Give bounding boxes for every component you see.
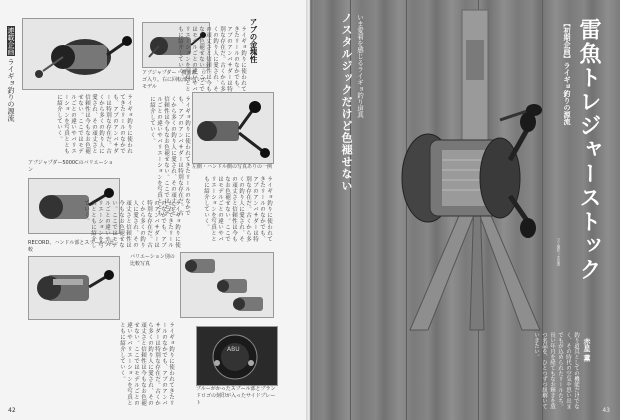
body-text-top-right: ライギョ釣りに使われてきたリールのなかでも、アブのアンバサダーは特別な存在だ。古くから多くの釣り人に愛され、その頑丈さと信頼性は今もなお色褪せない。ここではモデルごとの違いやバリエーションを写真とともに紹介していく。 (177, 26, 246, 92)
photo-reel-left-lower (28, 256, 120, 320)
photo-reel-sideplate (196, 326, 278, 386)
spine-gutter (306, 0, 314, 420)
author-name: 赤星 薫 (583, 338, 591, 362)
caption-mid-right: 左側・ハンドル側の写真ありの一例 (192, 164, 273, 170)
lead-text: 釣り道具としての機能だけでなく、その時代の空気や思い出までもが込められたリールたち。長い年月を経てもなお輝きを放つ名品を、ひとつずつ紐解いていきたい。 (533, 332, 579, 409)
body-text-upper-left: ライギョ釣りに使われてきたリールのなかでも、アブのアンバサダーは特別な存在だ。古くから多くの釣り人に愛され、その頑丈さと信頼性は今もなお色褪せない。ここではモデルごとの違いやバリエーションを写真とともに紹介していく。 (56, 94, 132, 154)
series-title: ライギョ釣りの源流 (7, 58, 15, 122)
catch-copy-main: ノスタルジックだけど色褪せない (340, 12, 353, 192)
series-tag-label: 連載企画 (7, 27, 15, 55)
page-number-left: 42 (8, 407, 16, 414)
body-text-bottom-left: ライギョ釣りに使われてきたリールのなかでも、アブのアンバサダーは特別な存在だ。古くから多くの釣り人に愛され、その頑丈さと信頼性は今もなお色褪せない。ここではモデルごとの違いやバリエーションを写真とともに紹介していく。 (119, 322, 174, 406)
title-tag: 【初期企画】ライギョ釣りの源流 (563, 20, 571, 125)
section-heading: アブの金塊性 (249, 18, 258, 63)
caption-center-lower: バリエーション別の比較写真 (130, 254, 175, 267)
caption-left-mid: アブジャプダー5000Cのバリエーション (28, 160, 114, 173)
series-tag (6, 26, 16, 121)
photo-reels-group (180, 252, 274, 318)
credit-line: 文と撮影＝赤星薫 (557, 238, 561, 266)
caption-bottom: ブルーがかったスプール部とブランドロゴの刻印が入ったサイドプレート (196, 386, 276, 406)
right-page (310, 0, 620, 420)
page-title: 雷魚トレジャーストック (576, 18, 601, 282)
body-text-mid-left: ライギョ釣りに使われてきたリールのなかでも、アブのアンバサダーは特別な存在だ。古くから多くの釣り人に愛され、その頑丈さと信頼性は今もなお色褪せない。ここではモデルごとの違いやバリエーションを写真とともに紹介していく。 (83, 200, 180, 248)
reel-on-stand-photo (350, 10, 550, 340)
catch-copy-sub: いま愛着を感じるライギョ釣り道具 (356, 14, 364, 118)
svg-text:ABU: ABU (227, 346, 240, 353)
body-text-center-right: ライギョ釣りに使われてきたリールのなかでも、アブのアンバサダーは特別な存在だ。古くから多くの釣り人に愛され、その頑丈さと信頼性は今もなお色褪せない。ここではモデルごとの違いやバリエーションを写真とともに紹介していく。 (203, 176, 272, 242)
body-text-center: ライギョ釣りに使われてきたリールのなかでも、アブのアンバサダーは特別な存在だ。古くから多くの釣り人に愛され、その頑丈さと信頼性は今もなお色褪せない。ここではモデルごとの違いやバリエーションを写真とともに紹介していく。 (149, 96, 190, 216)
photo-reel-top-left (22, 18, 134, 90)
photo-reel-handle (192, 92, 274, 164)
caption-left-lower: RECORD、ハンドル部とスプールの比較 (28, 240, 115, 253)
caption-top-right: アブジャプダー・機関部。ロゴ入り。右に回転部が付いたモデル (142, 70, 208, 90)
page-number-right: 43 (602, 407, 610, 414)
